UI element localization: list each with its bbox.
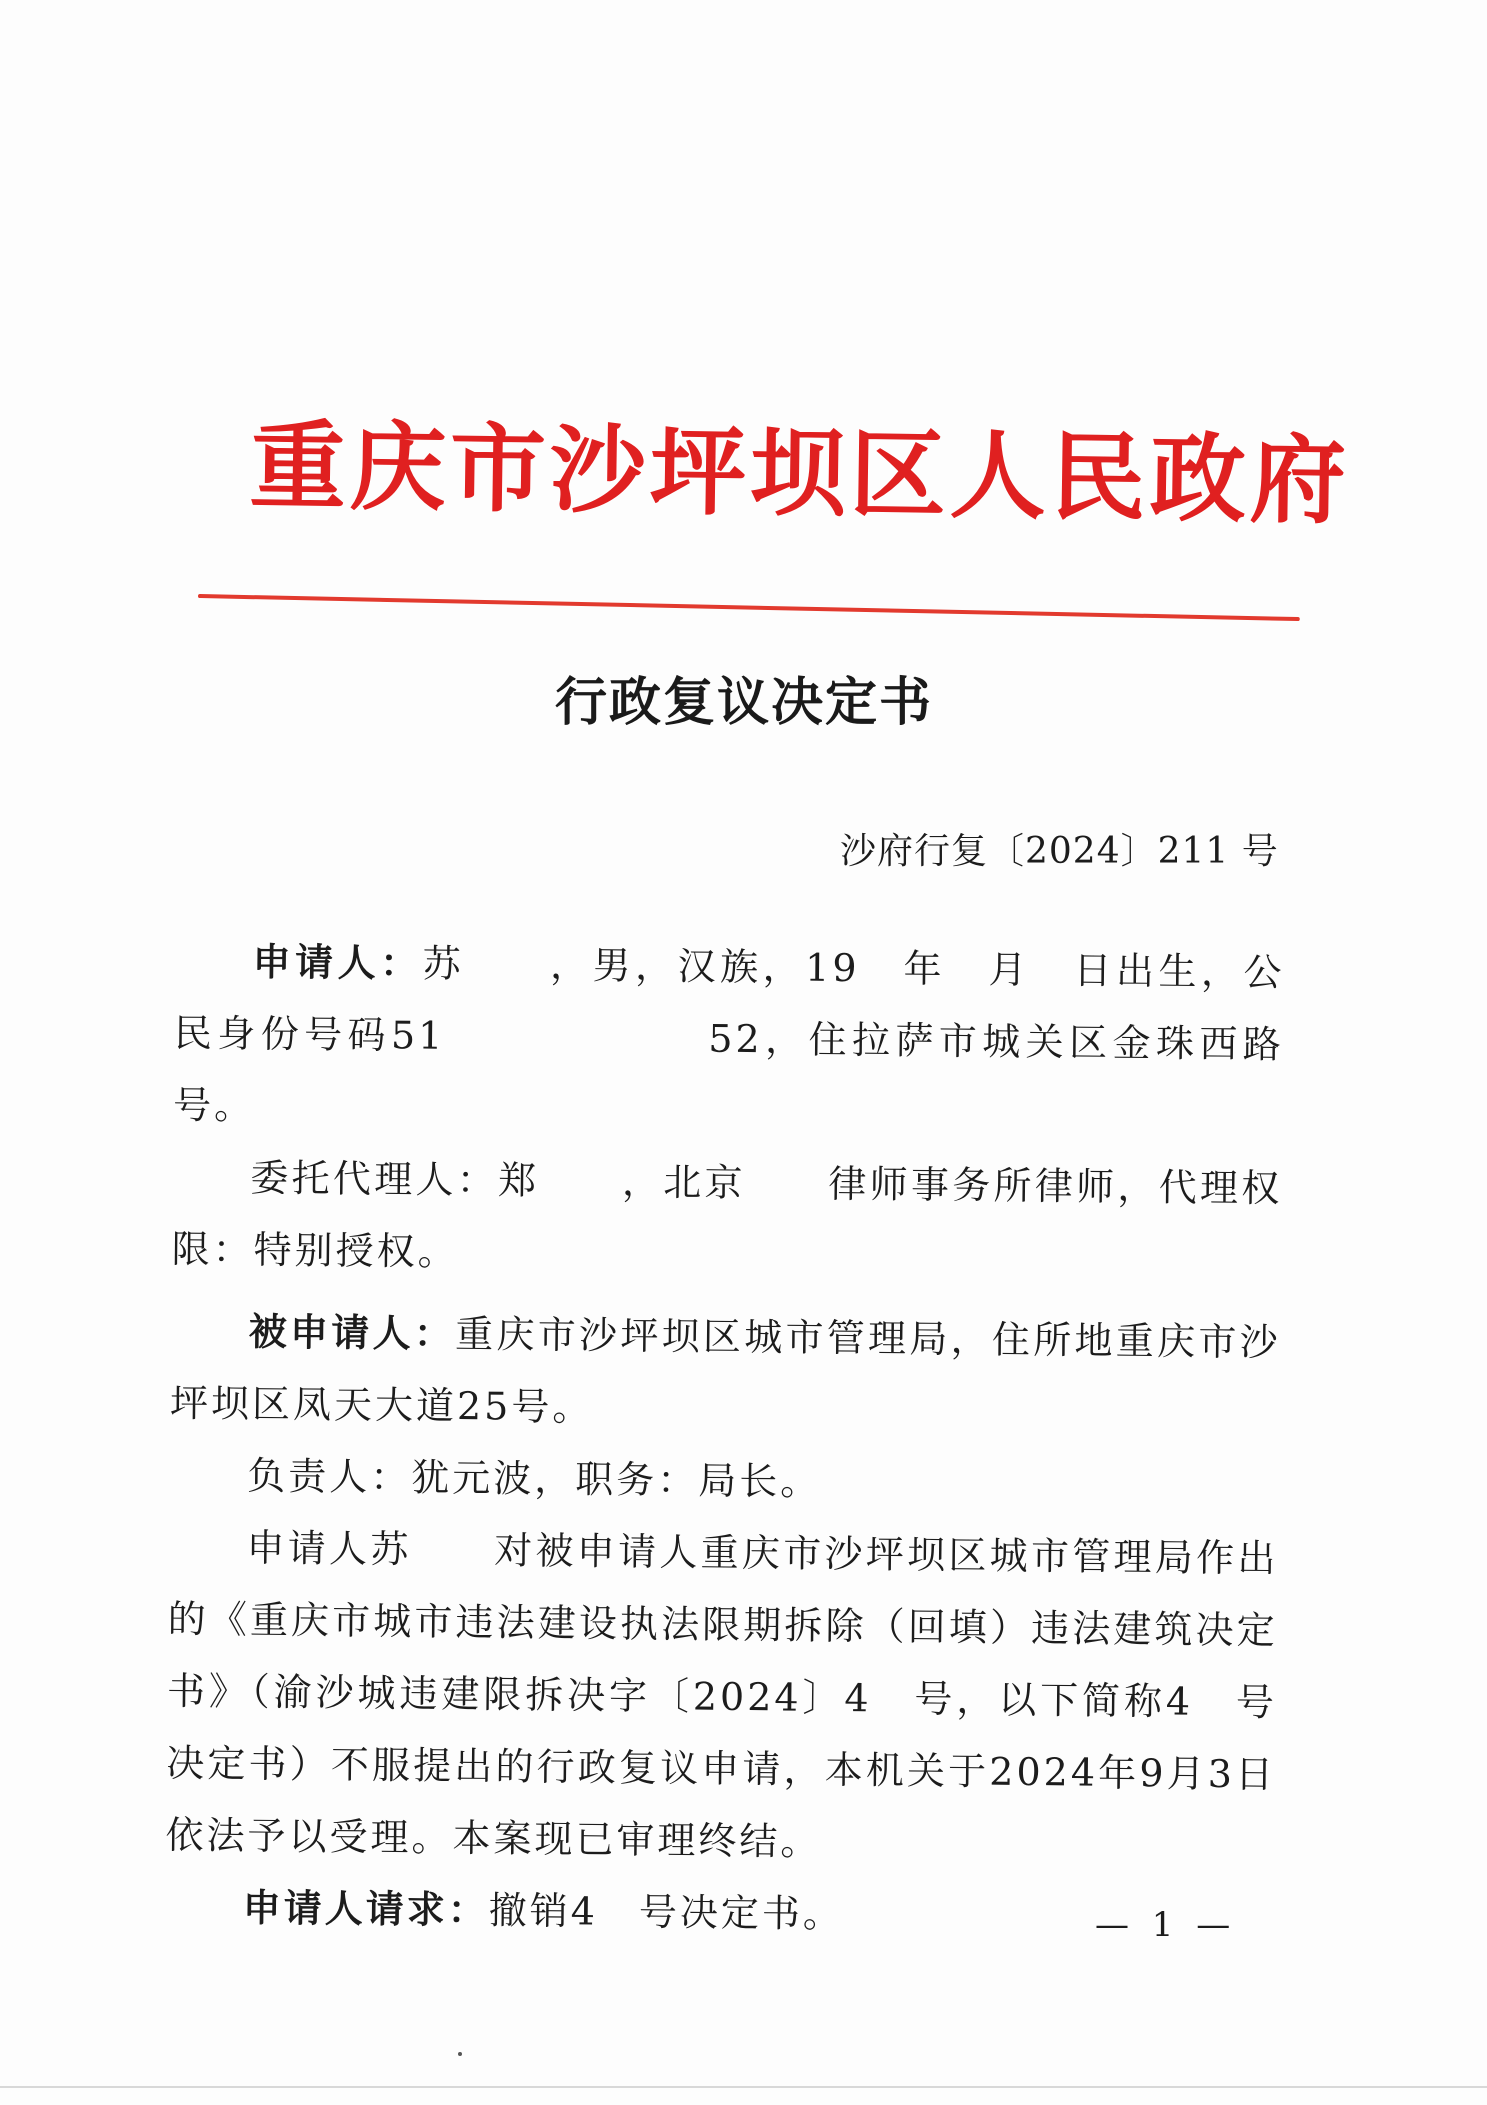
document-number: 沙府行复〔2024〕211 号 xyxy=(840,831,1279,872)
paragraph-applicant xyxy=(172,925,1326,1153)
scan-speck xyxy=(458,2052,462,2056)
red-divider-line xyxy=(198,594,1300,621)
respondent-text: 重庆市沙坪坝区城市管理局，住所地重庆市沙坪坝区凤天大道25号。 xyxy=(169,1311,1281,1430)
respondent-label: 被申请人： xyxy=(248,1309,456,1356)
paragraph-agent xyxy=(171,1141,1282,1297)
paragraph-responsible-person xyxy=(169,1439,1280,1523)
document-title: 行政复议决定书 xyxy=(555,673,934,733)
applicant-label: 申请人： xyxy=(252,939,423,986)
request-text: 撤销4 号决定书。 xyxy=(488,1888,845,1937)
responsible-person-text: 负责人：犹元波，职务：局长。 xyxy=(247,1453,822,1504)
document-body xyxy=(164,925,1326,1955)
paragraph-respondent xyxy=(170,1295,1281,1451)
case-summary-text: 申请人苏 对被申请人重庆市沙坪坝区城市管理局作出的《重庆市城市违法建设执法限期拆除（回填）违法建筑决定书》（渝沙城违建限拆决字〔2024〕4 号，以下简称4 号决定书）不服提出的行政复议申请，本机关于2024年9月3日依法予以受理。本案现已审理终结。 xyxy=(165,1525,1279,1864)
issuer-header: 重庆市沙坪坝区人民政府 xyxy=(249,410,1351,538)
agent-text: 委托代理人：郑 ，北京 律师事务所律师，代理权限：特别授权。 xyxy=(171,1155,1283,1274)
request-label: 申请人请求： xyxy=(242,1885,489,1933)
scan-edge-line xyxy=(0,2086,1487,2088)
applicant-text: 苏 ，男，汉族，19 年 月 日出生，公民身份号码51 52，住拉萨市城关区金珠西路 号。 xyxy=(172,941,1326,1128)
paragraph-case-summary xyxy=(165,1511,1279,1883)
page-number: — 1 — xyxy=(1095,1905,1237,1945)
